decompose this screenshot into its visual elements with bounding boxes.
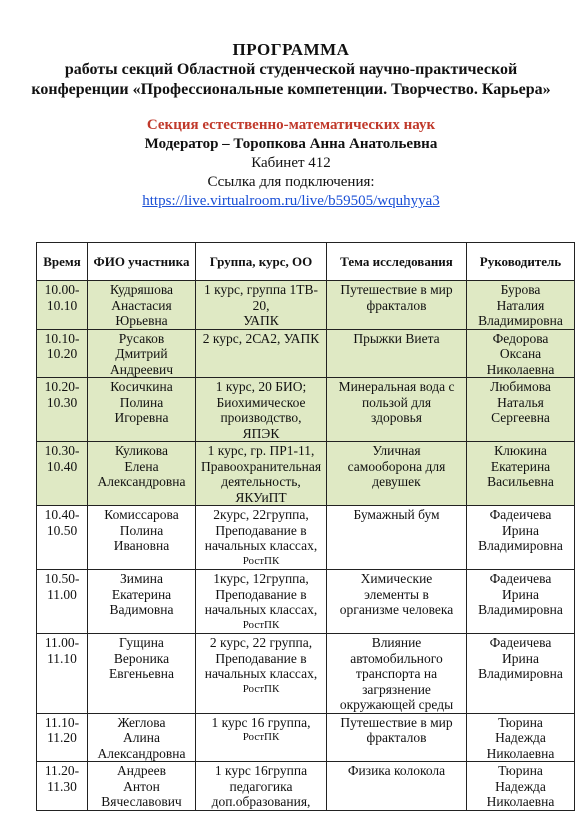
room-line: Кабинет 412 [251, 155, 331, 171]
supervisor-cell: Любимова Наталья Сергеевна [467, 378, 575, 442]
supervisor-cell: Фадеичева Ирина Владимировна [467, 570, 575, 634]
header-group: Группа, курс, ОО [196, 243, 327, 281]
college-note: РостПК [242, 682, 280, 695]
supervisor-cell: Тюрина Надежда Николаевна [467, 762, 575, 811]
topic-cell: Уличная самооборона для девушек [327, 442, 467, 506]
time-cell: 10.40- 10.50 [37, 506, 88, 570]
table-row [37, 570, 575, 634]
topic-cell: Прыжки Виета [327, 329, 467, 378]
header-time: Время [37, 243, 88, 281]
group-cell: 1 курс 16группа педагогика доп.образования, [196, 762, 327, 811]
header-participant: ФИО участника [88, 243, 196, 281]
table-row [37, 281, 575, 330]
supervisor-cell: Федорова Оксана Николаевна [467, 329, 575, 378]
college-note: РостПК [242, 731, 280, 743]
table-row [37, 442, 575, 506]
table-row [37, 713, 575, 762]
program-title: ПРОГРАММА [232, 40, 350, 59]
table-row [37, 329, 575, 378]
time-cell: 11.20- 11.30 [37, 762, 88, 811]
header-topic: Тема исследования [327, 243, 467, 281]
topic-cell: Химические элементы в организме человека [327, 570, 467, 634]
participant-cell: Русаков Дмитрий Андреевич [88, 329, 196, 378]
participant-cell: Зимина Екатерина Вадимовна [88, 570, 196, 634]
table-row [37, 762, 575, 811]
group-cell: 1курс, 12группа, Преподавание в начальных классах, РостПК [196, 570, 327, 634]
participant-cell: Жеглова Алина Александровна [88, 713, 196, 762]
time-cell: 10.30- 10.40 [37, 442, 88, 506]
table-row [37, 378, 575, 442]
connection-link[interactable]: https://live.virtualroom.ru/live/b59505/wquhyya3 [142, 193, 440, 209]
group-cell: 2 курс, 22 группа, Преподавание в начальных классах, РостПК [196, 634, 327, 714]
participant-cell: Гущина Вероника Евгеньевна [88, 634, 196, 714]
link-label: Ссылка для подключения: [207, 174, 375, 190]
group-cell: 1 курс, гр. ПР1-11, Правоохранительная деятельность, ЯКУиПТ [196, 442, 327, 506]
header-supervisor: Руководитель [467, 243, 575, 281]
time-cell: 10.20- 10.30 [37, 378, 88, 442]
topic-cell: Влияние автомобильного транспорта на загрязнение окружающей среды [327, 634, 467, 714]
table-row [37, 634, 575, 714]
supervisor-cell: Бурова Наталия Владимировна [467, 281, 575, 330]
group-cell: 2курс, 22группа, Преподавание в начальных классах, РостПК [196, 506, 327, 570]
group-cell: 2 курс, 2СА2, УАПК [196, 329, 327, 378]
participant-cell: Кудряшова Анастасия Юрьевна [88, 281, 196, 330]
moderator-line: Модератор – Торопкова Анна Анатольевна [144, 136, 438, 152]
topic-cell: Бумажный бум [327, 506, 467, 570]
schedule-table [36, 242, 575, 811]
topic-cell: Физика колокола [327, 762, 467, 811]
supervisor-cell: Фадеичева Ирина Владимировна [467, 506, 575, 570]
college-note: РостПК [242, 554, 280, 567]
participant-cell: Косичкина Полина Игоревна [88, 378, 196, 442]
participant-cell: Комиссарова Полина Ивановна [88, 506, 196, 570]
group-cell: 1 курс, группа 1ТВ- 20, УАПК [196, 281, 327, 330]
participant-cell: Куликова Елена Александровна [88, 442, 196, 506]
group-cell: 1 курс 16 группа, РостПК [196, 713, 327, 762]
supervisor-cell: Фадеичева Ирина Владимировна [467, 634, 575, 714]
college-note: РостПК [242, 618, 280, 631]
topic-cell: Путешествие в мир фракталов [327, 713, 467, 762]
document-header [0, 40, 582, 211]
topic-cell: Минеральная вода с пользой для здоровья [327, 378, 467, 442]
program-subtitle: работы секций Областной студенческой научно-практической конференции «Профессиональные компетенции. Творчество. Карьера» [31, 61, 551, 98]
group-cell: 1 курс, 20 БИО; Биохимическое производство, ЯПЭК [196, 378, 327, 442]
topic-cell: Путешествие в мир фракталов [327, 281, 467, 330]
supervisor-cell: Тюрина Надежда Николаевна [467, 713, 575, 762]
time-cell: 10.50- 11.00 [37, 570, 88, 634]
time-cell: 11.10- 11.20 [37, 713, 88, 762]
section-name: Секция естественно-математических наук [146, 117, 436, 133]
time-cell: 11.00- 11.10 [37, 634, 88, 714]
participant-cell: Андреев Антон Вячеславович [88, 762, 196, 811]
table-row [37, 506, 575, 570]
table-header-row [37, 243, 575, 281]
time-cell: 10.10- 10.20 [37, 329, 88, 378]
time-cell: 10.00- 10.10 [37, 281, 88, 330]
supervisor-cell: Клюкина Екатерина Васильевна [467, 442, 575, 506]
